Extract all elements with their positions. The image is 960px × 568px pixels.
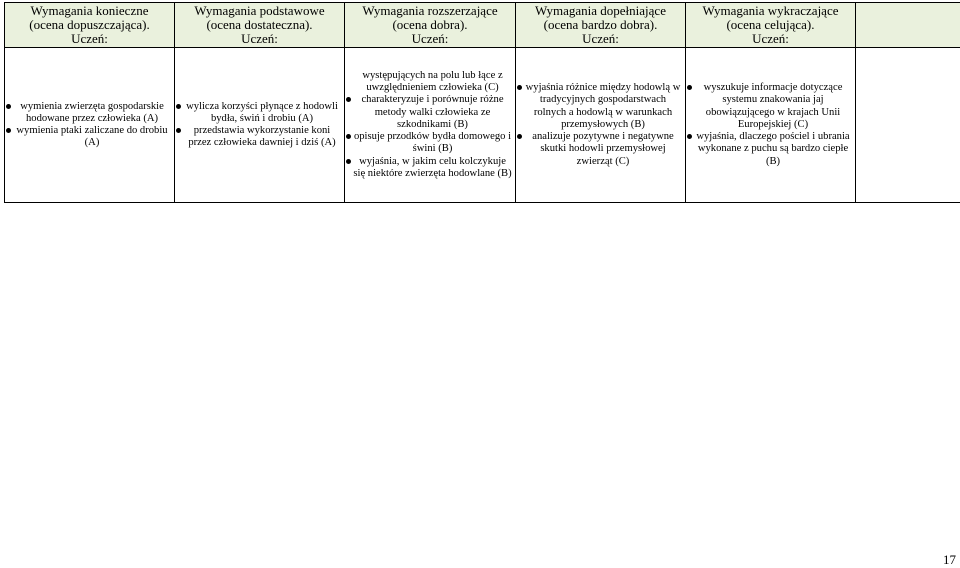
list-item: analizuje pozytywne i negatywne skutki hodowli przemysłowej zwierząt (C)	[519, 131, 682, 168]
requirement-list	[8, 101, 171, 150]
requirement-list	[519, 82, 682, 167]
header-grade: (ocena dostateczna).	[178, 18, 341, 32]
requirement-list	[178, 101, 341, 150]
header-title: Wymagania wykraczające	[689, 4, 852, 18]
header-title: Wymagania podstawowe	[178, 4, 341, 18]
header-grade: (ocena bardzo dobra).	[519, 18, 682, 32]
header-grade: (ocena dopuszczająca).	[8, 18, 171, 32]
cell-complementary	[516, 48, 686, 203]
table-row	[5, 48, 960, 203]
grading-requirements-table	[4, 2, 960, 203]
cell-basic	[175, 48, 345, 203]
header-student: Uczeń:	[178, 32, 341, 46]
cell-empty	[856, 48, 960, 203]
list-item: opisuje przodków bydła domowego i świni (B)	[348, 131, 512, 155]
header-student: Uczeń:	[689, 32, 852, 46]
cell-exceeding	[686, 48, 856, 203]
table-header-row	[5, 3, 960, 48]
header-complementary	[516, 3, 686, 48]
list-item: wyjaśnia, w jakim celu kolczykuje się niektóre zwierzęta hodowlane (B)	[348, 156, 512, 180]
header-exceeding	[686, 3, 856, 48]
list-item: wyjaśnia, dlaczego pościel i ubrania wykonane z puchu są bardzo ciepłe (B)	[689, 131, 852, 168]
header-empty	[856, 3, 960, 48]
list-item: wyszukuje informacje dotyczące systemu znakowania jaj obowiązującego w krajach Unii Europejskiej (C)	[689, 82, 852, 131]
header-title: Wymagania dopełniające	[519, 4, 682, 18]
header-student: Uczeń:	[348, 32, 512, 46]
cell-extended	[345, 48, 516, 203]
header-student: Uczeń:	[519, 32, 682, 46]
list-item: wymienia ptaki zaliczane do drobiu (A)	[8, 125, 171, 149]
list-item: charakteryzuje i porównuje różne metody walki człowieka ze szkodnikami (B)	[348, 94, 512, 131]
requirement-list	[348, 70, 512, 180]
header-basic	[175, 3, 345, 48]
list-item: wylicza korzyści płynące z hodowli bydła, świń i drobiu (A)	[178, 101, 341, 125]
list-item: przedstawia wykorzystanie koni przez człowieka dawniej i dziś (A)	[178, 125, 341, 149]
header-title: Wymagania konieczne	[8, 4, 171, 18]
cell-required	[5, 48, 175, 203]
list-item: wymienia zwierzęta gospodarskie hodowane przez człowieka (A)	[8, 101, 171, 125]
header-required	[5, 3, 175, 48]
header-grade: (ocena celująca).	[689, 18, 852, 32]
requirement-list	[689, 82, 852, 167]
list-item: wyjaśnia różnice między hodowlą w tradycyjnych gospodarstwach rolnych a hodowlą w warunkach przemysłowych (B)	[519, 82, 682, 131]
header-student: Uczeń:	[8, 32, 171, 46]
header-title: Wymagania rozszerzające	[348, 4, 512, 18]
header-grade: (ocena dobra).	[348, 18, 512, 32]
list-item-continuation: występujących na polu lub łące z uwzględnieniem człowieka (C)	[348, 70, 512, 94]
header-extended	[345, 3, 516, 48]
page-number: 17	[943, 552, 956, 568]
